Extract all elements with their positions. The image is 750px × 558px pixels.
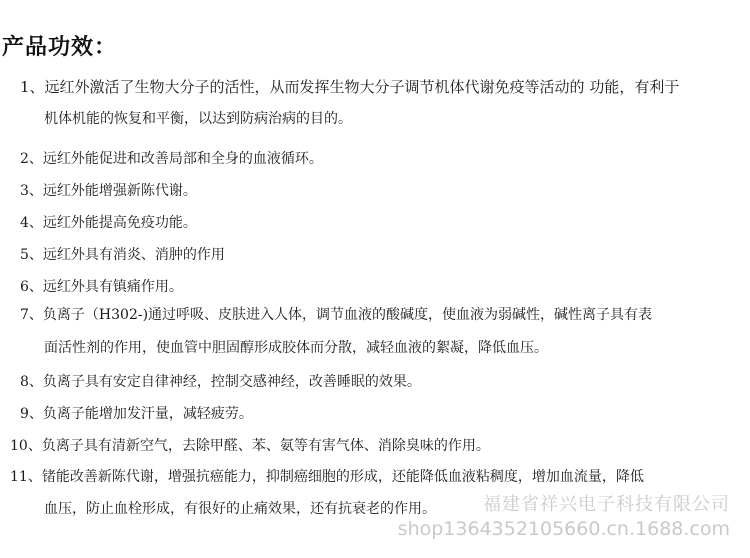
shop-url-watermark: shop1364352105660.cn.1688.com xyxy=(397,518,730,540)
list-item-11-text: 锗能改善新陈代谢，增强抗癌能力，抑制癌细胞的形成，还能降低血液粘稠度，增加血流量，降低 xyxy=(41,469,644,485)
list-item-11-number: 11、 xyxy=(10,469,42,485)
list-item-8 xyxy=(20,371,421,391)
product-effects-title: 产品功效： xyxy=(2,34,118,60)
list-item-11-line-2: 血压，防止血栓形成，有很好的止痛效果，还有抗衰老的作用。 xyxy=(44,501,436,517)
list-item-7-line-2: 面活性剂的作用，使血管中胆固醇形成胶体而分散，减轻血液的絮凝，降低血压。 xyxy=(44,340,548,356)
list-item-1-text: 远红外激活了生物大分子的活性，从而发挥生物大分子调节机体代谢免疫等活动的 功能，有利于 xyxy=(44,78,680,96)
list-item-10-number: 10、 xyxy=(10,438,42,454)
list-item-9-text: 负离子能增加发汗量，减轻疲劳。 xyxy=(42,406,253,422)
list-item-4-text: 远红外能提高免疫功能。 xyxy=(42,215,197,231)
list-item-9 xyxy=(20,403,253,423)
list-item-1-number: 1、 xyxy=(20,78,45,96)
list-item-5-text: 远红外具有消炎、消肿的作用 xyxy=(42,247,225,263)
list-item-6-number: 6、 xyxy=(20,279,43,295)
list-item-3 xyxy=(20,180,197,200)
list-item-5 xyxy=(20,244,225,264)
list-item-10 xyxy=(10,435,490,455)
list-item-7-text: 负离子（H302-)通过呼吸、皮肤进入人体，调节血液的酸碱度，使血液为弱碱性，碱性离子具有表 xyxy=(42,307,653,323)
list-item-9-number: 9、 xyxy=(20,406,43,422)
list-item-2-text: 远红外能促进和改善局部和全身的血液循环。 xyxy=(42,151,323,167)
list-item-1-line-1 xyxy=(20,76,679,97)
list-item-7-number: 7、 xyxy=(20,307,43,323)
list-item-6 xyxy=(20,276,183,296)
list-item-8-number: 8、 xyxy=(20,374,43,390)
list-item-3-number: 3、 xyxy=(20,183,43,199)
list-item-4-number: 4、 xyxy=(20,215,43,231)
list-item-8-text: 负离子具有安定自律神经，控制交感神经，改善睡眠的效果。 xyxy=(42,374,421,390)
company-watermark: 福建省祥兴电子科技有限公司 xyxy=(483,494,730,515)
list-item-5-number: 5、 xyxy=(20,247,43,263)
list-item-3-text: 远红外能增强新陈代谢。 xyxy=(42,183,197,199)
list-item-4 xyxy=(20,212,197,232)
list-item-1-line-2: 机体机能的恢复和平衡，以达到防病治病的目的。 xyxy=(44,111,352,127)
list-item-10-text: 负离子具有清新空气，去除甲醛、苯、氨等有害气体、消除臭味的作用。 xyxy=(41,438,490,454)
list-item-2 xyxy=(20,148,323,168)
list-item-2-number: 2、 xyxy=(20,151,43,167)
list-item-6-text: 远红外具有镇痛作用。 xyxy=(42,279,183,295)
list-item-11-line-1 xyxy=(10,466,644,486)
list-item-7-line-1 xyxy=(20,304,652,324)
